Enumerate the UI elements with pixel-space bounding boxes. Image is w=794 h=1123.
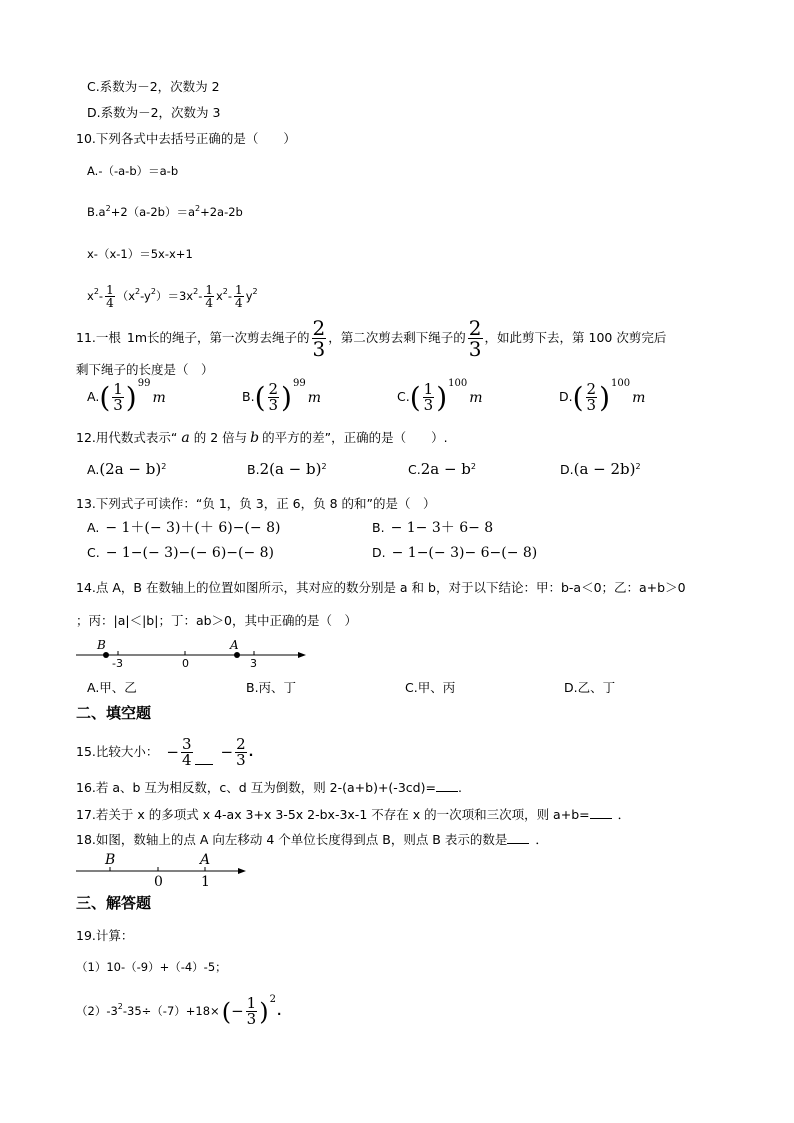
q11-stem-line1: 11.一根 1m长的绳子，第一次剪去绳子的 $\frac{2}{3}$ ，第二次剪去剩下绳子的 $\frac{2}{3}$ ，如此剪下去，第 100 次剪完后 (76, 316, 667, 361)
q19-stem: 19.计算： (76, 928, 134, 943)
q14-option-d: D.乙、丁 (564, 680, 616, 695)
q18: 18.如图，数轴上的点 A 向左移动 4 个单位长度得到点 B，则点 B 表示的数是 ． (76, 832, 548, 847)
section-heading-fill-in: 二、填空题 (76, 704, 152, 722)
q18-number-line (72, 850, 252, 888)
q10-option-c: x-（x-1）＝5x-x+1 (87, 247, 193, 261)
point-a (234, 652, 240, 658)
q15: 15.比较大小： − $\frac{3}{4}$ − $\frac{2}{3}$ . (76, 735, 254, 769)
q14-option-a: A.甲、乙 (87, 680, 137, 695)
q11-stem-line2: 剩下绳子的长度是（ ） (76, 362, 214, 377)
point-a-label: A (200, 852, 211, 868)
q12-option-c: $C.2a - b^2$ (408, 460, 476, 478)
q13-option-d: D. − 1−(− 3)− 6−(− 8) (372, 545, 538, 561)
point-b-label: B (97, 638, 106, 652)
q19-part2: （2）-3 2 -35÷（-7）+18× ( − $\frac{1}{3}$ ) 2 . (76, 993, 282, 1028)
q13-option-b: B. − 1− 3＋ 6− 8 (372, 520, 494, 536)
q10-stem: 10.下列各式中去括号正确的是（ ） (76, 131, 296, 146)
q11-option-a: A. ( $\frac{1}{3}$ ) 99 m (87, 377, 166, 414)
q11-option-b: B. ( $\frac{2}{3}$ ) 99 m (242, 377, 321, 414)
q16: 16.若 a、b 互为相反数，c、d 互为倒数，则 2-(a+b)+(-3cd)= . (76, 780, 462, 795)
axis-arrow-icon (298, 652, 306, 658)
point-b-label: B (105, 852, 116, 868)
q14-stem-line2: ；丙：|a|＜|b|；丁：ab＞0，其中正确的是（ ） (76, 613, 357, 628)
answer-blank[interactable] (436, 779, 458, 792)
q17: 17.若关于 x 的多项式 x 4-ax 3+x 3-5x 2-bx-3x-1 不存在 x 的一次项和三次项，则 a+b= ． (76, 807, 631, 822)
axis-arrow-icon (238, 868, 246, 874)
tick-label: 3 (250, 657, 257, 670)
q9-option-d: D.系数为－2，次数为 3 (87, 105, 221, 120)
q12-option-a: $A.(2a - b)^2$ (87, 460, 167, 478)
q12-option-b: $B.2(a - b)^2$ (247, 460, 327, 478)
fraction: $\frac{2}{3}$ (468, 316, 482, 361)
q10-option-a: A.-（-a-b）＝a-b (87, 164, 179, 178)
point-a-label: A (230, 638, 239, 652)
q13-stem: 13.下列式子可读作：“负 1，负 3，正 6，负 8 的和”的是（ ） (76, 496, 436, 511)
fraction: $\frac{1}{4}$ (106, 283, 114, 310)
fraction: $\frac{1}{4}$ (235, 283, 243, 310)
q14-stem-line1: 14.点 A，B 在数轴上的位置如图所示，其对应的数分别是 a 和 b，对于以下结论：甲：b-a＜0；乙：a+b＞0 (76, 580, 686, 595)
q13-option-c: C. − 1−(− 3)−(− 6)−(− 8) (87, 545, 275, 561)
q19-part1: （1）10-（-9）+（-4）-5； (76, 960, 227, 974)
q12-option-d: $D.(a - 2b)^2$ (560, 460, 641, 478)
q13-option-a: A. − 1＋(− 3)＋(＋ 6)−(− 8) (87, 520, 281, 536)
q9-option-c: C.系数为－2，次数为 2 (87, 79, 220, 94)
tick-label: 0 (154, 874, 163, 888)
answer-blank[interactable] (507, 831, 529, 844)
q10-option-b: $B.a^2+2(a-2b)=a^2+2a-2b$ (87, 204, 243, 219)
answer-blank[interactable] (195, 752, 213, 765)
tick-label: 1 (201, 874, 210, 888)
q14-number-line (72, 636, 312, 670)
fraction: $\frac{2}{3}$ (312, 316, 326, 361)
q10-option-d: x 2 - $\frac{1}{4}$ （x 2 -y 2 ）＝3x 2 - $\frac{1}{4}$ x 2 - $\frac{1}{4}$ y 2 (87, 283, 258, 310)
point-b (103, 652, 109, 658)
fraction: $\frac{2}{3}$ (236, 735, 246, 769)
q14-option-b: B.丙、丁 (246, 680, 297, 695)
q12-stem: 12.用代数式表示“ a 的 2 倍与 b 的平方的差”，正确的是（ ）. (76, 430, 448, 446)
q11-option-c: C. ( $\frac{1}{3}$ ) 100 m (397, 377, 483, 414)
q11-option-d: D. ( $\frac{2}{3}$ ) 100 m (559, 377, 646, 414)
tick-label: 0 (182, 657, 189, 670)
fraction: $\frac{1}{3}$ (246, 994, 257, 1028)
q14-option-c: C.甲、丙 (405, 680, 456, 695)
fraction: $\frac{3}{4}$ (181, 735, 192, 769)
section-heading-solve: 三、解答题 (76, 894, 152, 912)
fraction: $\frac{1}{4}$ (205, 283, 213, 310)
tick-label: -3 (112, 657, 123, 670)
answer-blank[interactable] (590, 806, 612, 819)
